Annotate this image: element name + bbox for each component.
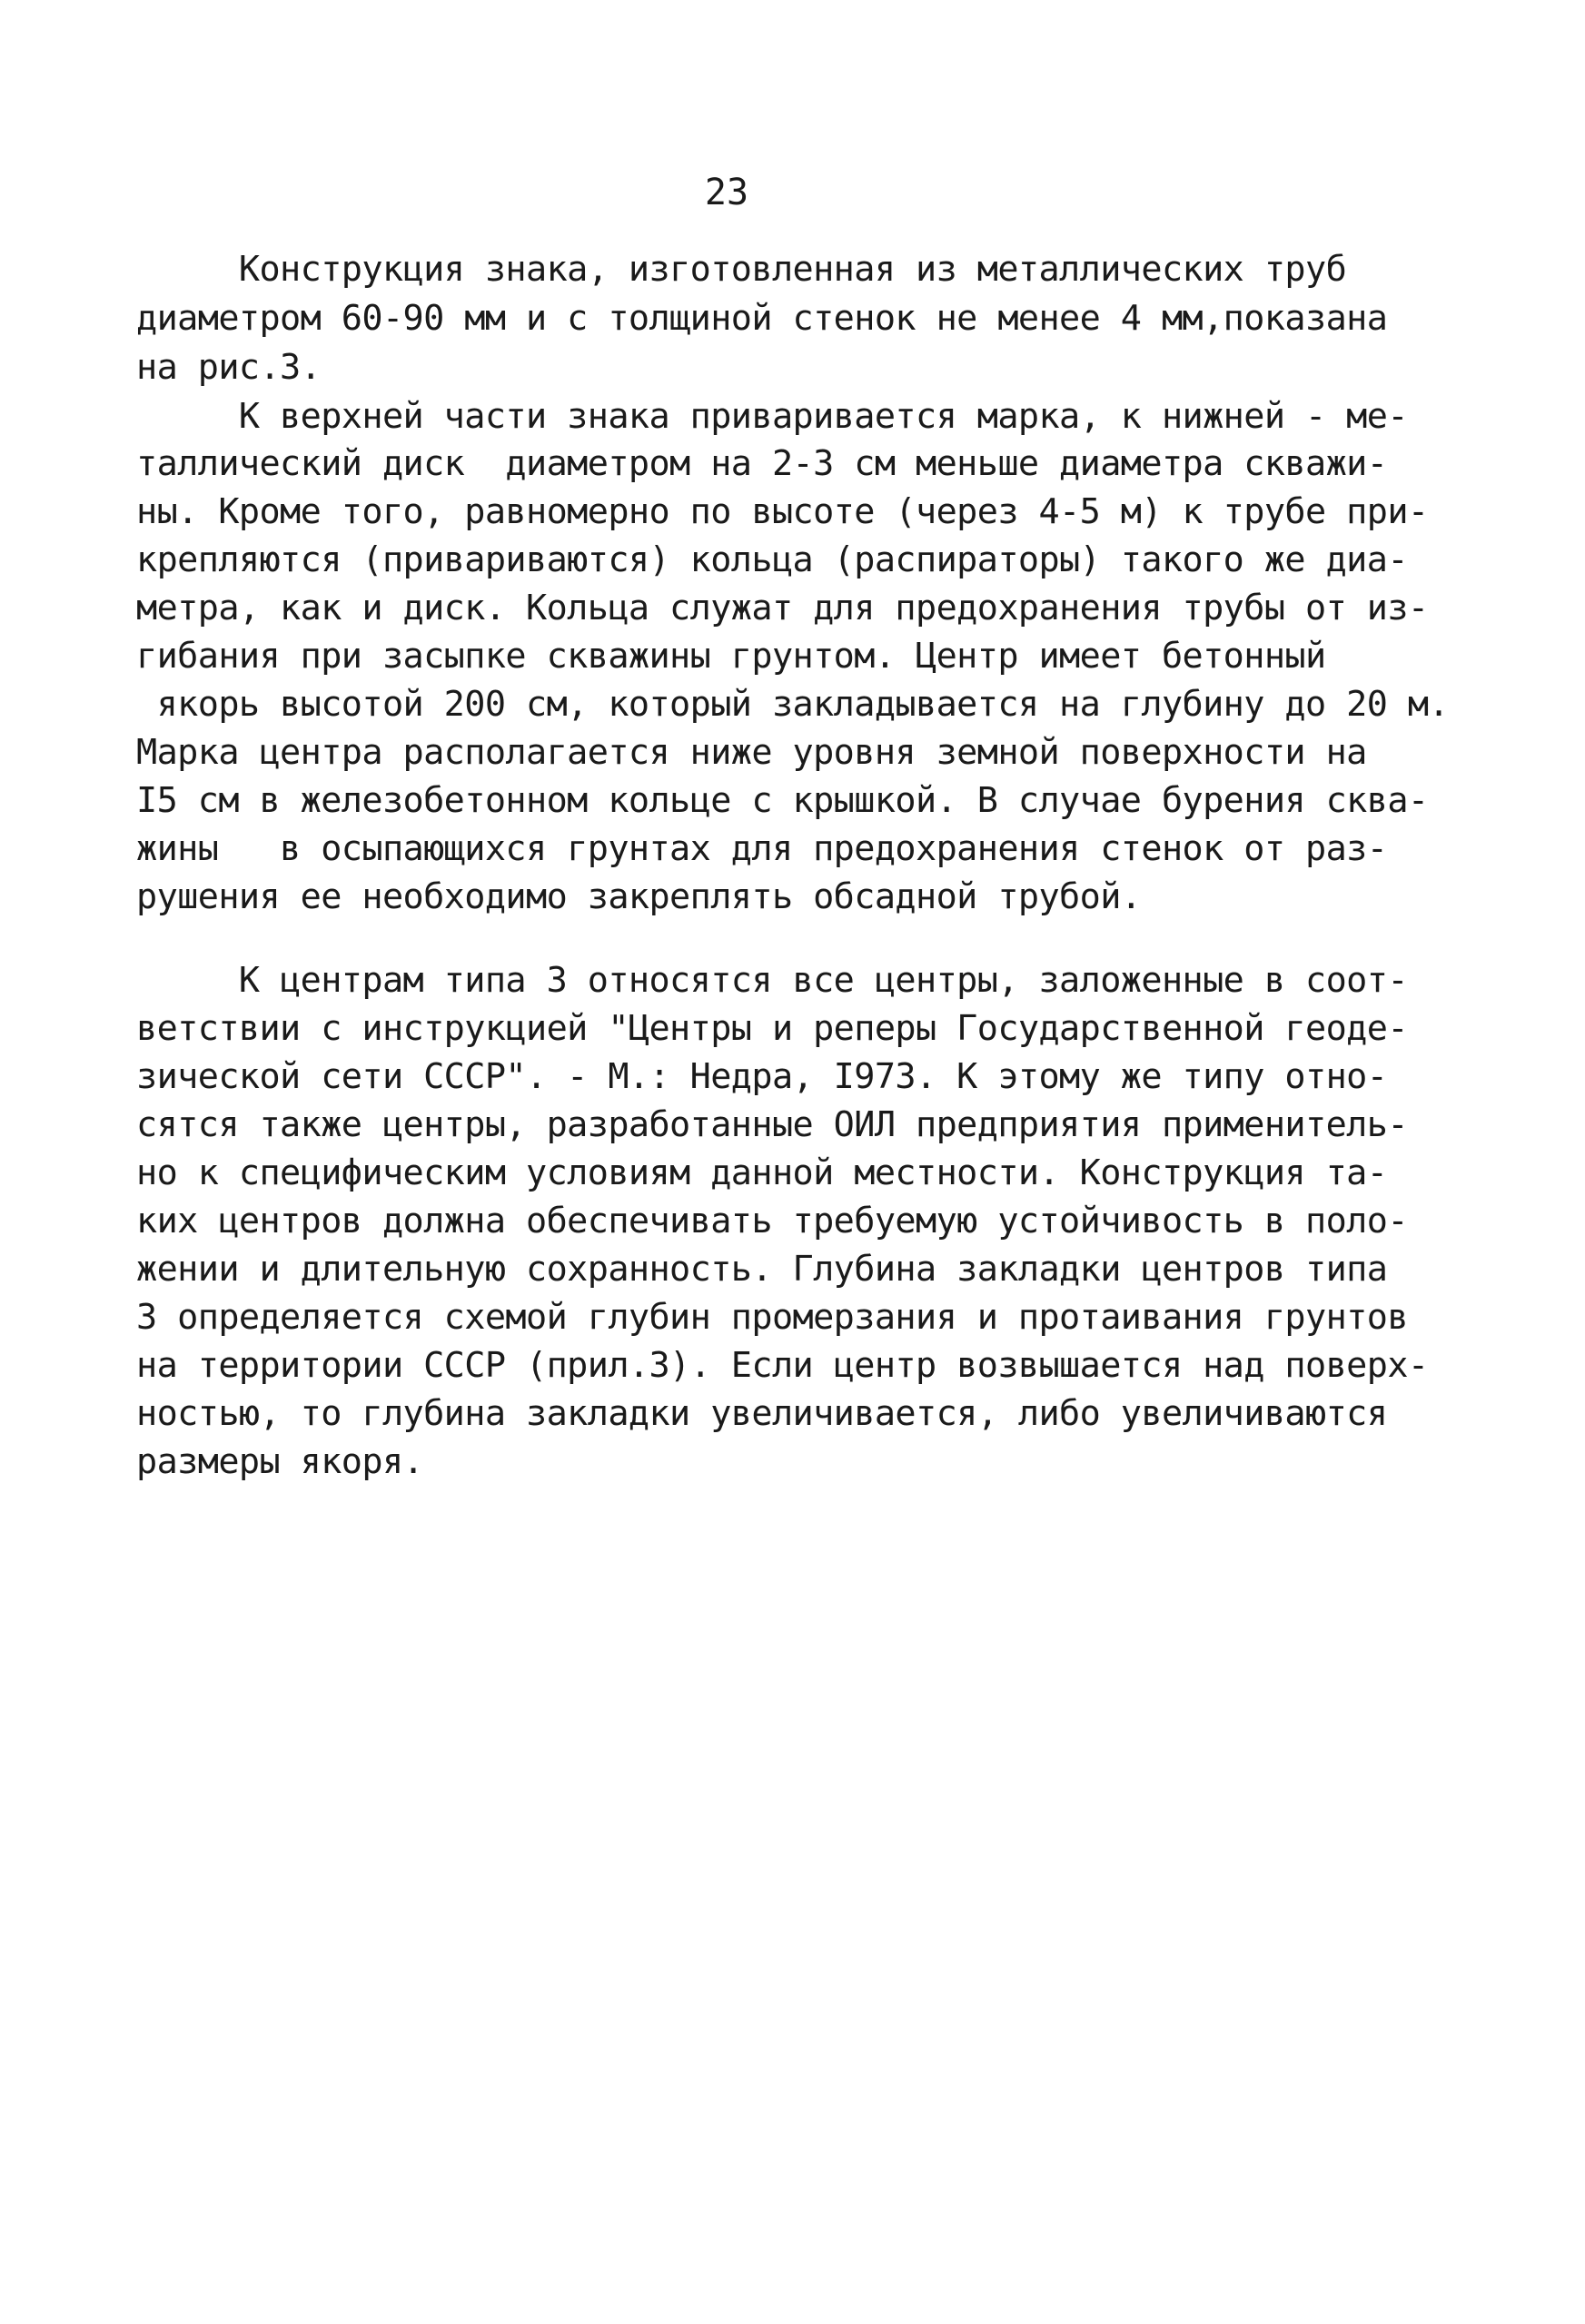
paragraph-3-line-11: размеры якоря.: [136, 1441, 424, 1482]
paragraph-3-line-3: зической сети СССР". - М.: Недра, I973. К этому же типу отно-: [136, 1056, 1388, 1097]
paragraph-2-line-9: I5 см в железобетонном кольце с крышкой. В случае бурения сква-: [136, 780, 1429, 821]
paragraph-2-line-4: крепляются (привариваются) кольца (распираторы) такого же диа-: [136, 539, 1408, 580]
paragraph-3-line-5: но к специфическим условиям данной местности. Конструкция та-: [136, 1152, 1388, 1193]
paragraph-3-line-1: К центрам типа 3 относятся все центры, заложенные в соот-: [136, 960, 1408, 1001]
paragraph-2-line-1: К верхней части знака приваривается марка, к нижней - ме-: [136, 396, 1408, 437]
paragraph-3-line-6: ких центров должна обеспечивать требуемую устойчивость в поло-: [136, 1201, 1408, 1241]
page-number: 23: [704, 172, 749, 213]
paragraph-2-line-8: Марка центра располагается ниже уровня земной поверхности на: [136, 732, 1367, 773]
paragraph-3-line-2: ветствии с инструкцией "Центры и реперы Государственной геоде-: [136, 1008, 1408, 1049]
paragraph-1-line-2: диаметром 60-90 мм и с толщиной стенок не менее 4 мм,показана: [136, 298, 1388, 339]
paragraph-3-line-7: жении и длительную сохранность. Глубина закладки центров типа: [136, 1249, 1388, 1290]
paragraph-2-line-11: рушения ее необходимо закреплять обсадной трубой.: [136, 876, 1142, 917]
paragraph-1-line-3: на рис.3.: [136, 347, 322, 388]
paragraph-3-line-9: на территории СССР (прил.3). Если центр возвышается над поверх-: [136, 1345, 1429, 1386]
paragraph-2-line-7: якорь высотой 200 см, который закладывается на глубину до 20 м.: [136, 684, 1450, 725]
paragraph-2-line-3: ны. Кроме того, равномерно по высоте (через 4-5 м) к трубе при-: [136, 491, 1429, 532]
paragraph-2-line-2: таллический диск диаметром на 2-3 см меньше диаметра скважи-: [136, 443, 1388, 484]
paragraph-2-line-10: жины в осыпающихся грунтах для предохранения стенок от раз-: [136, 828, 1388, 869]
paragraph-3-line-10: ностью, то глубина закладки увеличивается, либо увеличиваются: [136, 1393, 1388, 1434]
paragraph-2-line-5: метра, как и диск. Кольца служат для предохранения трубы от из-: [136, 588, 1429, 628]
paragraph-3-line-4: сятся также центры, разработанные ОИЛ предприятия применитель-: [136, 1104, 1408, 1145]
paragraph-1-line-1: Конструкция знака, изготовленная из металлических труб: [136, 249, 1347, 290]
paragraph-2-line-6: гибания при засыпке скважины грунтом. Центр имеет бетонный: [136, 636, 1326, 677]
paragraph-3-line-8: 3 определяется схемой глубин промерзания и протаивания грунтов: [136, 1297, 1408, 1338]
